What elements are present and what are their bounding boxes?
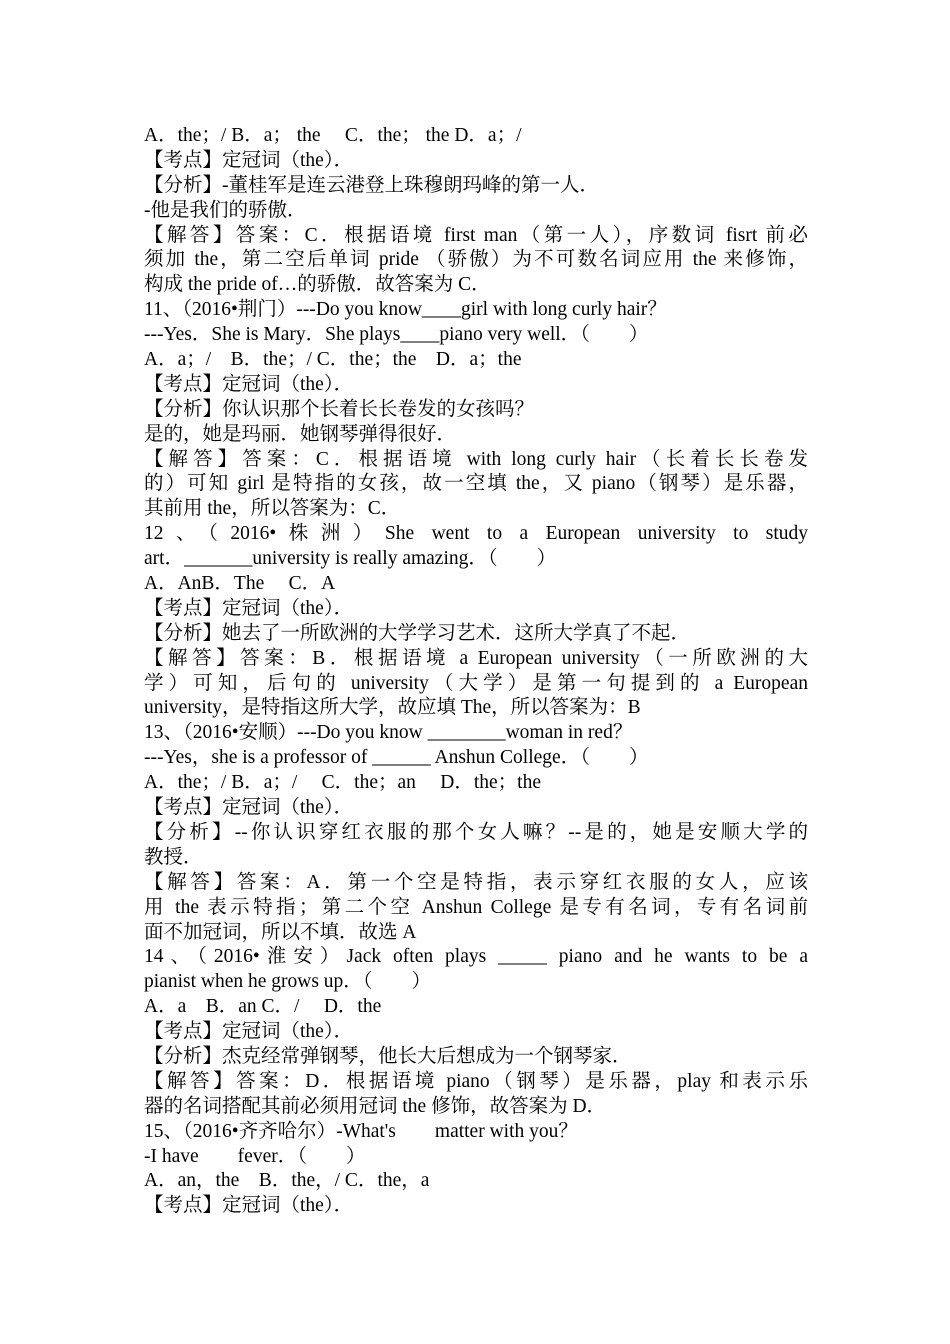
option-line: A．the；/ B．a； the C．the； the D．a；/: [144, 125, 522, 146]
question-line: ---Yes，she is a professor of ______ Anshun College．（ ）: [144, 747, 649, 769]
jieda-line: 【解答】答案：B．根据语境 a European university（一所欧洲的大: [144, 647, 808, 669]
document-page: [144, 124, 808, 1219]
option-line: A．AnB．The C．A: [144, 573, 336, 595]
option-line: A．a；/ B．the；/ C．the；the D．a；the: [144, 349, 522, 371]
kaodian-line: 【考点】定冠词（the）．: [144, 797, 354, 819]
text-line: 器的名词搭配其前必须用冠词 the 修饰，故答案为 D．: [144, 1095, 607, 1117]
fenxi-line: 【分析】她去了一所欧洲的大学学习艺术．这所大学真了不起．: [144, 622, 691, 644]
fenxi-line: 【分析】-董桂军是连云港登上珠穆朗玛峰的第一人．: [144, 174, 599, 196]
text-line: -他是我们的骄傲．: [144, 199, 307, 221]
option-line: A．an，the B．the，/ C．the，a: [144, 1170, 430, 1192]
option-line: A．a B．an C．/ D．the: [144, 996, 382, 1018]
jieda-line: 【解答】答案：C．根据语境 first man（第一人），序数词 fisrt 前必: [144, 224, 808, 246]
question-line: -I have fever．（ ）: [144, 1145, 366, 1167]
question-line: 14、（2016•淮安）Jack often plays _____ piano and he wants to be a: [144, 946, 808, 968]
jieda-line: 【解答】答案：A．第一个空是特指，表示穿红衣服的女人，应该: [144, 871, 808, 893]
kaodian-line: 【考点】定冠词（the）．: [144, 373, 354, 395]
question-line: ---Yes．She is Mary．She plays____piano very well．（ ）: [144, 324, 649, 346]
question-line: 12、（2016•株洲）She went to a European university to study: [144, 523, 808, 545]
text-line: 面不加冠词，所以不填．故选 A: [144, 921, 417, 943]
text-line: 须加 the，第二空后单词 pride （骄傲）为不可数名词应用 the 来修饰，: [144, 249, 808, 271]
text-line: 其前用 the，所以答案为：C．: [144, 498, 401, 520]
question-line: pianist when he grows up．（ ）: [144, 971, 432, 993]
question-line: 13、（2016•安顺）---Do you know ________woman in red？: [144, 722, 633, 744]
text-line: university，是特指这所大学，故应填 The，所以答案为：B: [144, 697, 641, 719]
kaodian-line: 【考点】定冠词（the）．: [144, 149, 354, 171]
text-line: 用 the 表示特指；第二个空 Anshun College 是专有名词，专有名词前: [144, 896, 808, 918]
text-line: 教授．: [144, 846, 203, 868]
fenxi-line: 【分析】你认识那个长着长长卷发的女孩吗？: [144, 398, 535, 420]
option-line: A．the；/ B．a；/ C．the；an D．the；the: [144, 772, 541, 794]
kaodian-line: 【考点】定冠词（the）．: [144, 1021, 354, 1043]
question-line: art．_______university is really amazing．（ ）: [144, 548, 557, 570]
kaodian-line: 【考点】定冠词（the）．: [144, 597, 354, 619]
jieda-line: 【解答】答案：C．根据语境 with long curly hair（长着长长卷发: [144, 448, 808, 470]
text-line: 的）可知 girl 是特指的女孩，故一空填 the，又 piano（钢琴）是乐器，: [144, 473, 808, 495]
text-line: 构成 the pride of…的骄傲．故答案为 C．: [144, 274, 491, 296]
kaodian-line: 【考点】定冠词（the）．: [144, 1195, 354, 1217]
jieda-line: 【解答】答案：D．根据语境 piano（钢琴）是乐器，play 和表示乐: [144, 1070, 808, 1092]
text-line: 是的，她是玛丽．她钢琴弹得很好．: [144, 423, 457, 445]
fenxi-line: 【分析】--你认识穿红衣服的那个女人嘛？--是的，她是安顺大学的: [144, 821, 808, 843]
question-line: 15、（2016•齐齐哈尔）-What's matter with you？: [144, 1120, 578, 1142]
text-line: 学）可知，后句的 university（大学）是第一句提到的 a European: [144, 672, 808, 694]
question-line: 11、（2016•荆门）---Do you know____girl with long curly hair？: [144, 299, 667, 321]
fenxi-line: 【分析】杰克经常弹钢琴，他长大后想成为一个钢琴家．: [144, 1045, 632, 1067]
